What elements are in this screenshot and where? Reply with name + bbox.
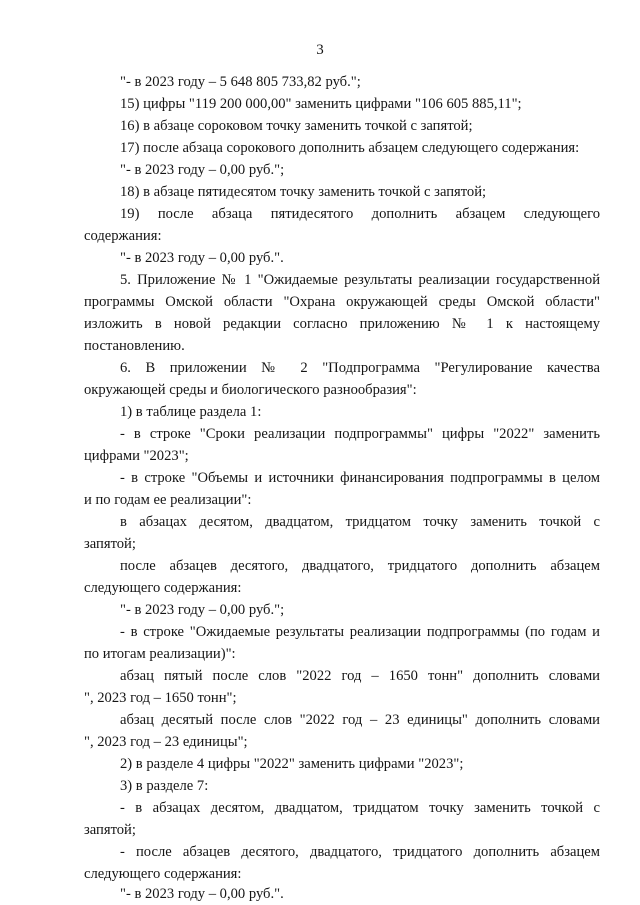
text-line: 2) в разделе 4 цифры "2022" заменить цифрами "2023"; [120, 756, 464, 772]
text-line: постановлению. [84, 338, 185, 354]
text-line: 15) цифры "119 200 000,00" заменить цифрами "106 605 885,11"; [120, 96, 522, 112]
text-line: содержания: [84, 228, 162, 244]
text-line: - после абзацев десятого, двадцатого, тридцатого дополнить абзацем [120, 844, 600, 860]
text-line: следующего содержания: [84, 866, 242, 882]
text-line: - в строке "Сроки реализации подпрограммы" цифры "2022" заменить [120, 426, 600, 442]
text-line: 5. Приложение № 1 "Ожидаемые результаты реализации государственной [120, 272, 600, 288]
text-line: в абзацах десятом, двадцатом, тридцатом точку заменить точкой с [120, 514, 600, 530]
text-line: "- в 2023 году – 5 648 805 733,82 руб."; [120, 74, 361, 90]
text-line: 1) в таблице раздела 1: [120, 404, 262, 420]
text-line: "- в 2023 году – 0,00 руб."; [120, 602, 285, 618]
text-line: "- в 2023 году – 0,00 руб."; [120, 162, 285, 178]
text-line: 3) в разделе 7: [120, 778, 209, 794]
text-line: цифрами "2023"; [84, 448, 189, 464]
text-line: абзац десятый после слов "2022 год – 23 единицы" дополнить словами [120, 712, 600, 728]
text-line: 16) в абзаце сороковом точку заменить точкой с запятой; [120, 118, 473, 134]
text-line: следующего содержания: [84, 580, 242, 596]
text-line: - в строке "Объемы и источники финансирования подпрограммы в целом [120, 470, 600, 486]
text-line: 19) после абзаца пятидесятого дополнить абзацем следующего [120, 206, 600, 222]
text-line: ", 2023 год – 1650 тонн"; [84, 690, 237, 706]
text-line: по итогам реализации)": [84, 646, 236, 662]
text-line: абзац пятый после слов "2022 год – 1650 тонн" дополнить словами [120, 668, 600, 684]
text-line: окружающей среды и биологического разнообразия": [84, 382, 417, 398]
text-line: - в абзацах десятом, двадцатом, тридцатом точку заменить точкой с [120, 800, 600, 816]
text-line: 17) после абзаца сорокового дополнить абзацем следующего содержания: [120, 140, 580, 156]
text-line: 6. В приложении № 2 "Подпрограмма "Регулирование качества [120, 360, 600, 376]
text-line: ", 2023 год – 23 единицы"; [84, 734, 248, 750]
text-line: "- в 2023 году – 0,00 руб.". [120, 886, 284, 902]
text-line: изложить в новой редакции согласно приложению № 1 к настоящему [84, 316, 600, 332]
text-line: и по годам ее реализации": [84, 492, 252, 508]
text-line: запятой; [84, 536, 136, 552]
text-line: - в строке "Ожидаемые результаты реализации подпрограммы (по годам и [120, 624, 600, 640]
text-line: "- в 2023 году – 0,00 руб.". [120, 250, 284, 266]
text-line: запятой; [84, 822, 136, 838]
text-line: программы Омской области "Охрана окружающей среды Омской области" [84, 294, 600, 310]
text-line: 18) в абзаце пятидесятом точку заменить точкой с запятой; [120, 184, 487, 200]
text-line: после абзацев десятого, двадцатого, тридцатого дополнить абзацем [120, 558, 600, 574]
page-number: 3 [316, 42, 324, 58]
